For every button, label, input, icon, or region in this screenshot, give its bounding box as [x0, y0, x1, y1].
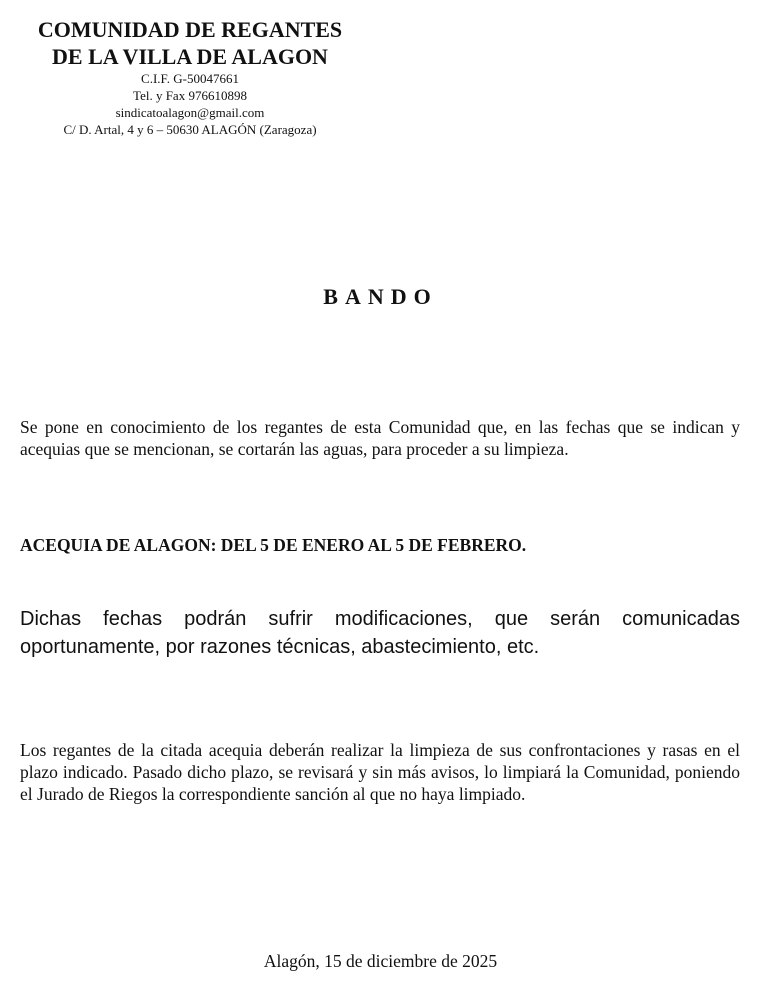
organization-name-line-2: DE LA VILLA DE ALAGON	[52, 44, 328, 69]
phone-fax: Tel. y Fax 976610898	[133, 88, 247, 103]
tax-id: C.I.F. G-50047661	[141, 71, 239, 86]
canal-closure-announcement: ACEQUIA DE ALAGON: DEL 5 DE ENERO AL 5 DE FEBRERO.	[20, 535, 527, 555]
intro-paragraph: Se pone en conocimiento de los regantes de esta Comunidad que, en las fechas que se indican y acequias que se mencionan, se cortarán las aguas, para proceder a su limpieza.	[20, 417, 740, 459]
issue-date: Alagón, 15 de diciembre de 2025	[263, 951, 498, 971]
document-title: BANDO	[323, 284, 438, 309]
obligations-paragraph: Los regantes de la citada acequia deberán realizar la limpieza de sus confrontaciones y rasas en el plazo indicado. Pasado dicho plazo, se revisará y sin más avisos, lo limpiará la Comunidad, poniendo el Jurado de Riegos la correspondiente sanción al que no haya limpiado.	[20, 740, 740, 804]
modification-note: Dichas fechas podrán sufrir modificaciones, que serán comunicadas oportunamente, por razones técnicas, abastecimiento, etc.	[20, 608, 740, 658]
email-address: sindicatoalagon@gmail.com	[115, 105, 265, 120]
letterhead	[20, 16, 360, 138]
organization-name-line-1: COMUNIDAD DE REGANTES	[37, 17, 343, 42]
postal-address: C/ D. Artal, 4 y 6 – 50630 ALAGÓN (Zaragoza)	[63, 122, 317, 137]
